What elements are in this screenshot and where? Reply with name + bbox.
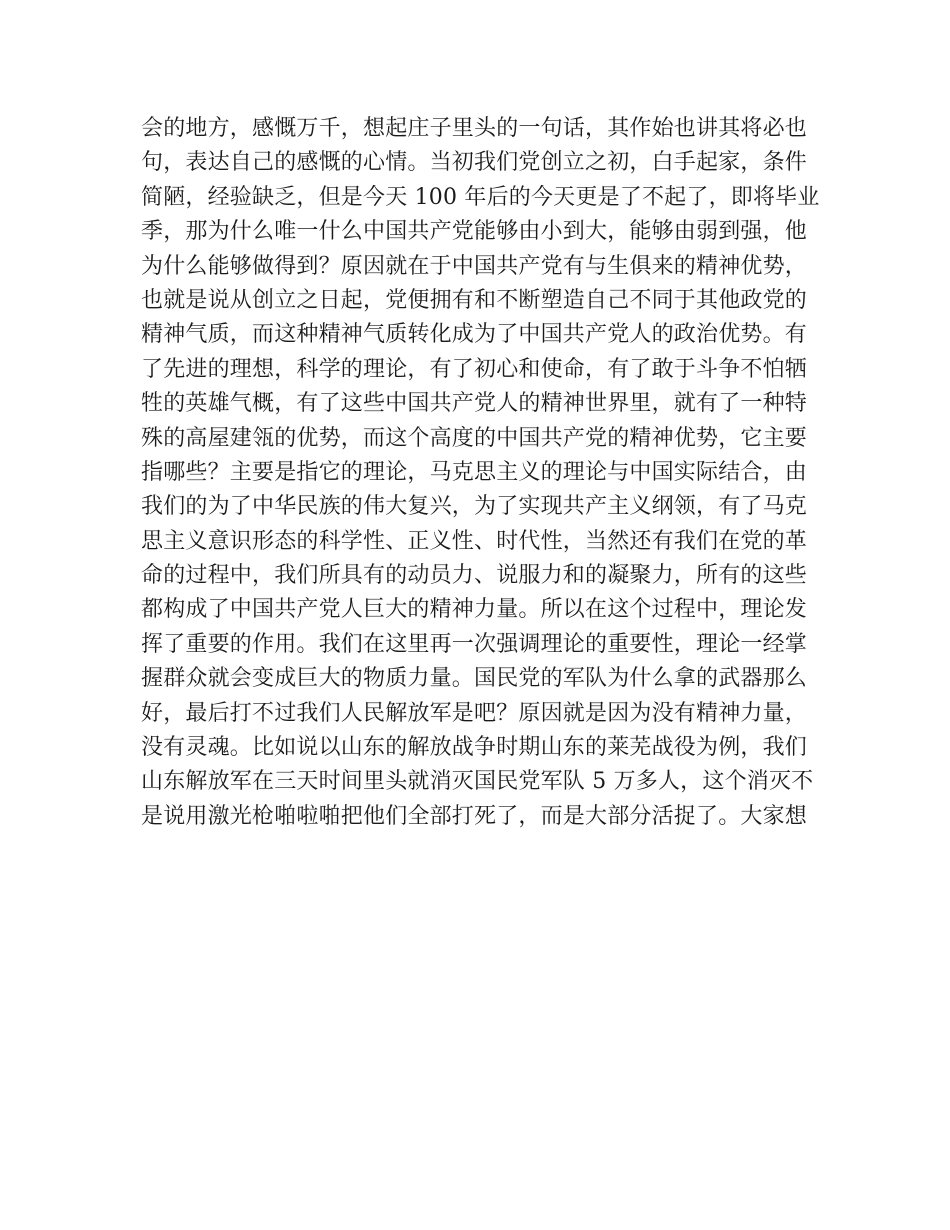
text-line: 牲的英雄气概，有了这些中国共产党人的精神世界里，就有了一种特 xyxy=(141,391,808,417)
text-line: 没有灵魂。比如说以山东的解放战争时期山东的莱芜战役为例，我们 xyxy=(141,735,808,761)
text-line: 山东解放军在三天时间里头就消灭国民党军队 5 万多人，这个消灭不 xyxy=(141,769,814,795)
text-line: 会的地方，感慨万千，想起庄子里头的一句话，其作始也讲其将必也 xyxy=(141,116,808,141)
text-line: 了先进的理想，科学的理论，有了初心和使命，有了敢于斗争不怕牺 xyxy=(141,356,808,382)
text-line: 是说用激光枪啪啦啪把他们全部打死了，而是大部分活捉了。大家想 xyxy=(141,803,808,829)
text-line: 好，最后打不过我们人民解放军是吧？原因就是因为没有精神力量， xyxy=(141,700,808,726)
text-line: 都构成了中国共产党人巨大的精神力量。所以在这个过程中，理论发 xyxy=(141,597,808,623)
text-line: 命的过程中，我们所具有的动员力、说服力和的凝聚力，所有的这些 xyxy=(141,563,808,589)
text-line: 句，表达自己的感慨的心情。当初我们党创立之初，白手起家，条件 xyxy=(141,150,808,176)
text-line: 指哪些？主要是指它的理论，马克思主义的理论与中国实际结合，由 xyxy=(141,459,808,485)
text-line: 季，那为什么唯一什么中国共产党能够由小到大，能够由弱到强，他 xyxy=(141,219,808,245)
text-line: 也就是说从创立之日起，党便拥有和不断塑造自己不同于其他政党的 xyxy=(141,287,808,313)
text-line: 为什么能够做得到？原因就在于中国共产党有与生俱来的精神优势， xyxy=(141,253,808,279)
text-line: 殊的高屋建瓴的优势，而这个高度的中国共产党的精神优势，它主要 xyxy=(141,425,808,451)
text-line: 我们的为了中华民族的伟大复兴，为了实现共产主义纲领，有了马克 xyxy=(141,494,808,520)
body-paragraph xyxy=(141,112,821,834)
text-line: 精神气质，而这种精神气质转化成为了中国共产党人的政治优势。有 xyxy=(141,322,808,348)
text-line: 思主义意识形态的科学性、正义性、时代性，当然还有我们在党的革 xyxy=(141,528,808,554)
text-line: 握群众就会变成巨大的物质力量。国民党的军队为什么拿的武器那么 xyxy=(141,666,808,692)
text-line: 简陋，经验缺乏，但是今天 100 年后的今天更是了不起了，即将毕业 xyxy=(141,184,820,210)
text-line: 挥了重要的作用。我们在这里再一次强调理论的重要性，理论一经掌 xyxy=(141,631,808,657)
